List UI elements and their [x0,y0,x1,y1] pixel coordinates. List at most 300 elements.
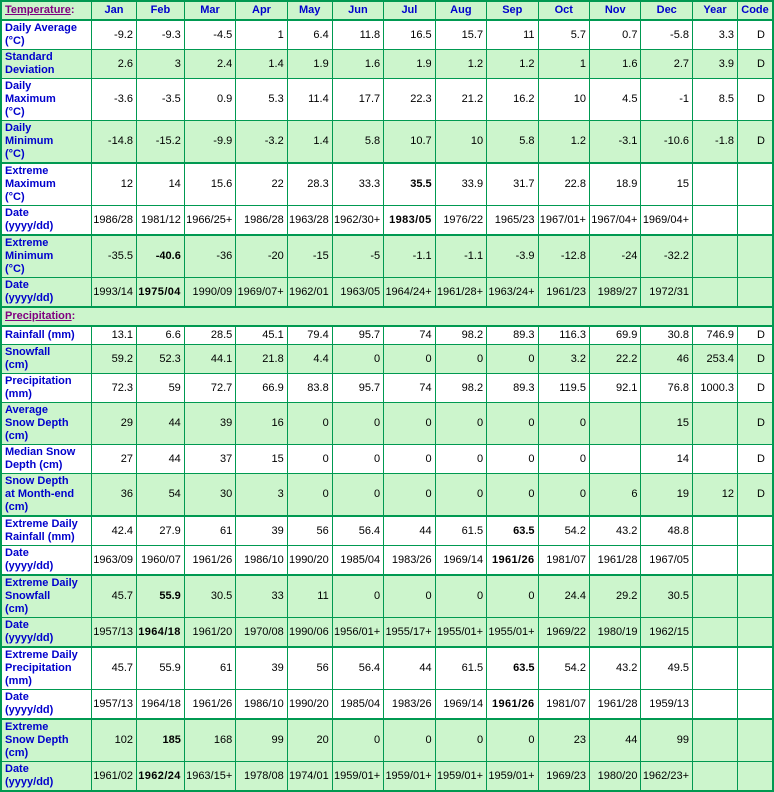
data-cell-jun: 5.8 [332,121,383,164]
data-cell-jan: 72.3 [92,374,137,403]
row-label-line: Precipitation [5,662,72,674]
code-cell [738,516,774,546]
row-label-line: Rainfall (mm) [5,531,75,543]
data-cell-oct: -12.8 [538,235,589,278]
code-cell: D [738,445,774,474]
row-label-line: Snow Depth [5,417,69,429]
data-cell-apr: 33 [236,575,287,618]
data-cell-feb: 59 [137,374,185,403]
data-cell-may: 0 [287,403,332,445]
data-cell-mar: -4.5 [184,20,235,50]
year-cell [693,278,738,308]
data-cell-dec: 15 [641,403,693,445]
row-label-line: (yyyy/dd) [5,632,54,644]
code-cell [738,278,774,308]
row-label-line: (yyyy/dd) [5,220,54,232]
data-cell-mar: 30.5 [184,575,235,618]
data-cell-nov: 0.7 [589,20,640,50]
data-cell-jan: 45.7 [92,647,137,690]
table-row [1,445,773,474]
data-cell-aug: 1961/28+ [435,278,486,308]
data-cell-jan: 1963/09 [92,546,137,576]
data-cell-mar: 39 [184,403,235,445]
row-label-line: (cm) [5,501,29,513]
data-cell-mar: 37 [184,445,235,474]
data-cell-jan: 2.6 [92,50,137,79]
data-cell-apr: 5.3 [236,79,287,121]
data-cell-may: 56 [287,647,332,690]
row-label-line: (mm) [5,388,32,400]
data-cell-feb: 1962/24 [137,762,185,792]
data-cell-feb: -9.3 [137,20,185,50]
data-cell-feb: -15.2 [137,121,185,164]
data-cell-nov: -3.1 [589,121,640,164]
data-cell-sep: 1961/26 [487,546,538,576]
month-header-may: May [287,1,332,20]
data-cell-nov: 29.2 [589,575,640,618]
data-cell-feb: 6.6 [137,326,185,345]
year-cell [693,575,738,618]
data-cell-sep: 0 [487,575,538,618]
data-cell-dec: -10.6 [641,121,693,164]
data-cell-sep: 89.3 [487,374,538,403]
table-header [1,1,773,20]
month-header-feb: Feb [137,1,185,20]
data-cell-sep: 1963/24+ [487,278,538,308]
data-cell-aug: 0 [435,719,486,762]
data-cell-nov: 1989/27 [589,278,640,308]
data-cell-dec: 30.8 [641,326,693,345]
data-cell-jun: 56.4 [332,516,383,546]
data-cell-mar: 1961/26 [184,690,235,720]
data-cell-oct: 1981/07 [538,690,589,720]
data-cell-aug: -1.1 [435,235,486,278]
data-cell-dec: 76.8 [641,374,693,403]
row-label [1,121,92,164]
row-label-line: (cm) [5,603,29,615]
data-cell-jan: 45.7 [92,575,137,618]
data-cell-nov: 1961/28 [589,690,640,720]
data-cell-jun: 1985/04 [332,546,383,576]
data-cell-sep: 0 [487,345,538,374]
data-cell-mar: 1966/25+ [184,206,235,236]
row-label-line: (°C) [5,263,25,275]
data-cell-dec: 1959/13 [641,690,693,720]
data-cell-sep: 5.8 [487,121,538,164]
data-cell-apr: 39 [236,516,287,546]
data-cell-apr: 22 [236,163,287,206]
row-label-line: Median Snow [5,446,76,458]
data-cell-may: 0 [287,474,332,517]
data-cell-oct: 0 [538,403,589,445]
table-row [1,121,773,164]
data-cell-dec: 15 [641,163,693,206]
row-label-line: Extreme [5,165,49,177]
data-cell-mar: 61 [184,516,235,546]
temperature-section-header [1,1,92,20]
row-label [1,206,92,236]
data-cell-mar: -36 [184,235,235,278]
data-cell-oct: 0 [538,445,589,474]
code-cell [738,618,774,648]
data-cell-aug: 1959/01+ [435,762,486,792]
precipitation-section-header [1,307,773,326]
data-cell-jun: 17.7 [332,79,383,121]
table-row [1,403,773,445]
table-row [1,546,773,576]
data-cell-nov: 43.2 [589,647,640,690]
row-label-line: Average [5,404,49,416]
data-cell-dec: 1962/15 [641,618,693,648]
data-cell-mar: 28.5 [184,326,235,345]
data-cell-dec: -5.8 [641,20,693,50]
row-label-line: Snow Depth [5,475,69,487]
data-cell-sep: 0 [487,445,538,474]
row-label-line: Standard [5,51,53,63]
table-row [1,278,773,308]
data-cell-aug: 98.2 [435,326,486,345]
data-cell-sep: 89.3 [487,326,538,345]
row-label-line: Date [5,547,29,559]
data-cell-may: 20 [287,719,332,762]
data-cell-may: 56 [287,516,332,546]
data-cell-nov: 92.1 [589,374,640,403]
data-cell-oct: 0 [538,474,589,517]
data-cell-oct: 54.2 [538,516,589,546]
row-label-line: Extreme Daily [5,577,78,589]
table-body [1,20,773,791]
data-cell-nov: 1.6 [589,50,640,79]
code-cell: D [738,326,774,345]
data-cell-jun: 0 [332,719,383,762]
data-cell-jul: 1964/24+ [384,278,435,308]
data-cell-nov: 1980/19 [589,618,640,648]
code-cell [738,206,774,236]
precipitation-section-link[interactable]: Precipitation [5,310,72,322]
row-label-line: Date [5,763,29,775]
data-cell-feb: 27.9 [137,516,185,546]
data-cell-aug: 1955/01+ [435,618,486,648]
data-cell-sep: 63.5 [487,516,538,546]
row-label-line: (cm) [5,430,29,442]
table-row [1,516,773,546]
code-cell: D [738,79,774,121]
data-cell-apr: 21.8 [236,345,287,374]
data-cell-sep: 1959/01+ [487,762,538,792]
data-cell-jan: 59.2 [92,345,137,374]
data-cell-apr: 1986/28 [236,206,287,236]
data-cell-nov: 43.2 [589,516,640,546]
data-cell-jul: 0 [384,575,435,618]
data-cell-jun: 95.7 [332,374,383,403]
data-cell-feb: -40.6 [137,235,185,278]
row-label [1,575,92,618]
data-cell-aug: 10 [435,121,486,164]
data-cell-jan: 1957/13 [92,618,137,648]
data-cell-dec: -32.2 [641,235,693,278]
data-cell-apr: 1986/10 [236,690,287,720]
table-row [1,575,773,618]
data-cell-apr: 1969/07+ [236,278,287,308]
data-cell-jun: 56.4 [332,647,383,690]
data-cell-dec: 2.7 [641,50,693,79]
data-cell-sep: 1961/26 [487,690,538,720]
row-label-line: Snow Depth [5,734,69,746]
data-cell-apr: 3 [236,474,287,517]
data-cell-sep: 63.5 [487,647,538,690]
table-row [1,345,773,374]
row-label [1,516,92,546]
data-cell-apr: 1978/08 [236,762,287,792]
row-label-line: (yyyy/dd) [5,776,54,788]
data-cell-apr: 99 [236,719,287,762]
data-cell-mar: 1961/20 [184,618,235,648]
data-cell-jan: 29 [92,403,137,445]
data-cell-dec: 49.5 [641,647,693,690]
data-cell-jun: 0 [332,345,383,374]
data-cell-jan: 42.4 [92,516,137,546]
code-cell: D [738,20,774,50]
data-cell-dec: 1967/05 [641,546,693,576]
table-row [1,163,773,206]
data-cell-nov: 1980/20 [589,762,640,792]
data-cell-mar: -9.9 [184,121,235,164]
table-row [1,647,773,690]
data-cell-may: 1963/28 [287,206,332,236]
data-cell-aug: 0 [435,474,486,517]
data-cell-jun: 1985/04 [332,690,383,720]
row-label-line: (mm) [5,675,32,687]
row-label-line: Minimum [5,135,54,147]
row-label [1,403,92,445]
code-cell: D [738,121,774,164]
data-cell-jan: 27 [92,445,137,474]
row-label [1,20,92,50]
row-label [1,719,92,762]
data-cell-oct: 10 [538,79,589,121]
data-cell-jan: -9.2 [92,20,137,50]
data-cell-oct: 5.7 [538,20,589,50]
table-row [1,79,773,121]
data-cell-jul: 0 [384,474,435,517]
data-cell-feb: -3.5 [137,79,185,121]
month-header-sep: Sep [487,1,538,20]
data-cell-jul: 1983/26 [384,546,435,576]
data-cell-jul: 1955/17+ [384,618,435,648]
row-label-line: Daily Average [5,22,77,34]
row-label-line: (°C) [5,191,25,203]
row-label-line: Date [5,279,29,291]
data-cell-jun: 1.6 [332,50,383,79]
year-cell [693,546,738,576]
data-cell-apr: 1986/10 [236,546,287,576]
data-cell-apr: -3.2 [236,121,287,164]
data-cell-may: 1990/20 [287,690,332,720]
row-label [1,278,92,308]
code-cell [738,690,774,720]
year-cell [693,618,738,648]
table-row [1,326,773,345]
temperature-section-link[interactable]: Temperature [5,4,71,16]
data-cell-nov: 44 [589,719,640,762]
row-label-line: Extreme Daily [5,649,78,661]
data-cell-oct: 1969/23 [538,762,589,792]
data-cell-sep: 1955/01+ [487,618,538,648]
data-cell-apr: 1970/08 [236,618,287,648]
row-label [1,690,92,720]
data-cell-may: 6.4 [287,20,332,50]
data-cell-oct: 23 [538,719,589,762]
data-cell-jan: 102 [92,719,137,762]
row-label-line: Depth (cm) [5,459,63,471]
month-header-nov: Nov [589,1,640,20]
data-cell-feb: 55.9 [137,575,185,618]
data-cell-aug: 1969/14 [435,690,486,720]
table-row [1,50,773,79]
data-cell-nov [589,403,640,445]
data-cell-apr: 45.1 [236,326,287,345]
year-cell: 1000.3 [693,374,738,403]
data-cell-jun: 0 [332,403,383,445]
data-cell-may: 83.8 [287,374,332,403]
data-cell-jan: 12 [92,163,137,206]
code-cell [738,647,774,690]
data-cell-oct: 1 [538,50,589,79]
data-cell-jun: -5 [332,235,383,278]
data-cell-may: 1974/01 [287,762,332,792]
data-cell-jan: 13.1 [92,326,137,345]
data-cell-mar: 72.7 [184,374,235,403]
code-cell [738,163,774,206]
row-label-line: Date [5,207,29,219]
table-row [1,206,773,236]
temperature-section-colon: : [70,4,75,16]
year-cell: 8.5 [693,79,738,121]
data-cell-oct: 119.5 [538,374,589,403]
data-cell-nov: -24 [589,235,640,278]
data-cell-jul: 1983/26 [384,690,435,720]
data-cell-may: 1.4 [287,121,332,164]
year-cell [693,690,738,720]
row-label [1,445,92,474]
data-cell-oct: 1969/22 [538,618,589,648]
data-cell-aug: 0 [435,403,486,445]
year-cell [693,445,738,474]
data-cell-jan: 1961/02 [92,762,137,792]
data-cell-jul: 16.5 [384,20,435,50]
table-row [1,690,773,720]
row-label-line: (°C) [5,106,25,118]
row-label-line: Snowfall [5,590,51,602]
data-cell-jul: 1959/01+ [384,762,435,792]
data-cell-aug: 1.2 [435,50,486,79]
data-cell-feb: 1964/18 [137,618,185,648]
code-cell [738,719,774,762]
row-label [1,79,92,121]
data-cell-aug: 1976/22 [435,206,486,236]
data-cell-oct: 1967/01+ [538,206,589,236]
row-label-line: Minimum [5,250,54,262]
data-cell-may: -15 [287,235,332,278]
year-cell [693,516,738,546]
row-label-line: (yyyy/dd) [5,704,54,716]
table-row [1,374,773,403]
data-cell-may: 11 [287,575,332,618]
data-cell-may: 1990/20 [287,546,332,576]
code-cell: D [738,374,774,403]
row-label [1,647,92,690]
data-cell-oct: 54.2 [538,647,589,690]
data-cell-oct: 24.4 [538,575,589,618]
row-label-line: (cm) [5,359,29,371]
month-header-jun: Jun [332,1,383,20]
data-cell-dec: 14 [641,445,693,474]
data-cell-jun: 0 [332,474,383,517]
row-label-line: (°C) [5,35,25,47]
row-label-line: Extreme [5,237,49,249]
data-cell-jan: -3.6 [92,79,137,121]
code-cell [738,762,774,792]
data-cell-jul: 22.3 [384,79,435,121]
data-cell-jun: 1962/30+ [332,206,383,236]
data-cell-jul: 1.9 [384,50,435,79]
code-cell [738,546,774,576]
data-cell-feb: 54 [137,474,185,517]
row-label-line: Precipitation [5,375,72,387]
data-cell-jun: 0 [332,575,383,618]
data-cell-dec: 48.8 [641,516,693,546]
code-cell [738,575,774,618]
year-cell [693,206,738,236]
row-label-line: Date [5,691,29,703]
data-cell-oct: 3.2 [538,345,589,374]
data-cell-nov: 1961/28 [589,546,640,576]
row-label [1,163,92,206]
year-cell [693,647,738,690]
data-cell-feb: 1960/07 [137,546,185,576]
code-cell: D [738,50,774,79]
data-cell-apr: 66.9 [236,374,287,403]
data-cell-jul: 44 [384,647,435,690]
data-cell-dec: 1969/04+ [641,206,693,236]
data-cell-jul: 74 [384,326,435,345]
row-label [1,474,92,517]
year-cell: 12 [693,474,738,517]
row-label-line: at Month-end [5,488,75,500]
data-cell-aug: 61.5 [435,647,486,690]
data-cell-mar: 1990/09 [184,278,235,308]
data-cell-jun: 1956/01+ [332,618,383,648]
data-cell-may: 28.3 [287,163,332,206]
year-cell: -1.8 [693,121,738,164]
data-cell-may: 1962/01 [287,278,332,308]
data-cell-aug: 61.5 [435,516,486,546]
row-label-line: Rainfall (mm) [5,329,75,341]
code-cell: D [738,345,774,374]
data-cell-apr: 1 [236,20,287,50]
year-cell [693,719,738,762]
data-cell-jul: 44 [384,516,435,546]
data-cell-feb: 1964/18 [137,690,185,720]
data-cell-feb: 3 [137,50,185,79]
row-label [1,374,92,403]
row-label-line: Extreme [5,721,49,733]
row-label [1,235,92,278]
data-cell-oct: 1981/07 [538,546,589,576]
code-cell: D [738,474,774,517]
data-cell-mar: 44.1 [184,345,235,374]
data-cell-jul: 74 [384,374,435,403]
